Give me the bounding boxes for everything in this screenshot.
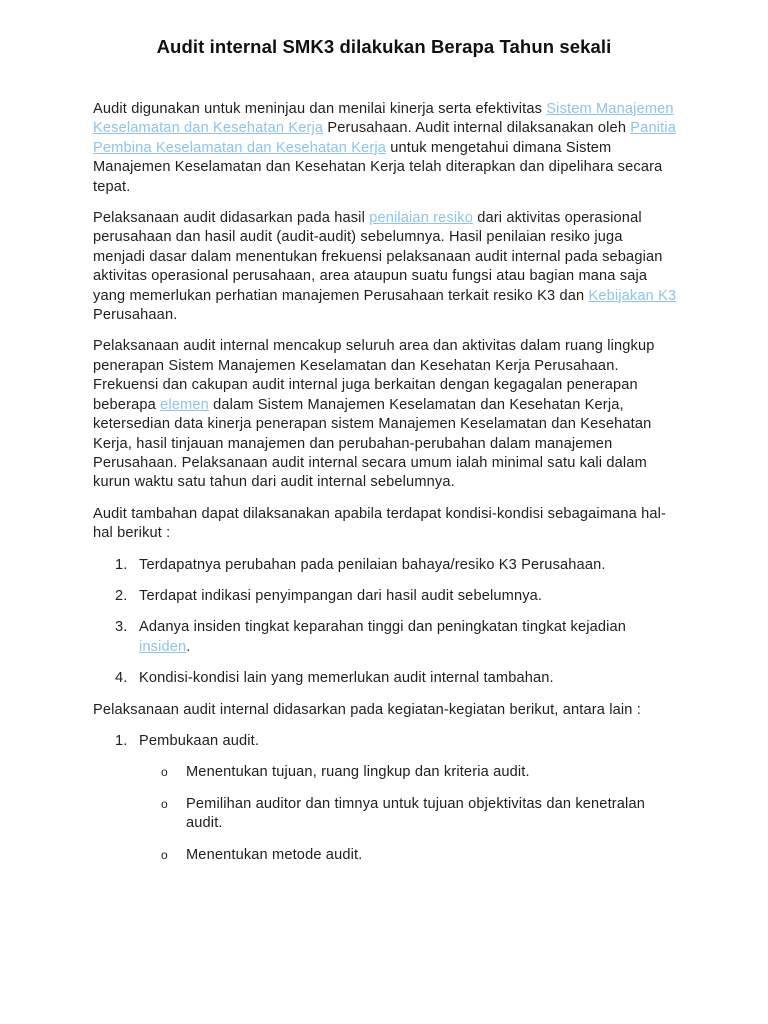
list-item-text: Adanya insiden tingkat keparahan tinggi dan peningkatan tingkat kejadian	[139, 619, 627, 636]
link-p2k3[interactable]: Panitia Pembina Keselamatan dan Kesehatan Kerja	[93, 120, 676, 156]
paragraph-4: Audit tambahan dapat dilaksanakan apabila terdapat kondisi-kondisi sebagaimana hal-hal berikut :	[93, 505, 667, 542]
list-item	[93, 669, 677, 688]
document-body	[93, 100, 677, 877]
sub-list	[139, 763, 677, 865]
paragraph-text: Perusahaan. Audit internal dilaksanakan oleh	[323, 120, 631, 137]
link-penilaian-resiko[interactable]: penilaian resiko	[369, 210, 473, 227]
list-number: 1.	[115, 732, 128, 749]
paragraph-text: dari aktivitas operasional perusahaan dan hasil audit (audit-audit) sebelumnya. Hasil penilaian resiko juga menjadi dasar dalam menentukan frekuensi pelaksanaan audit internal pada sebagian aktivitas operasional perusahaan, area ataupun suatu fungsi atau bagian mana saja yang memerlukan perhatian manajemen Perusahaan terkait resiko K3 dan	[93, 210, 663, 304]
list-item-text: Pembukaan audit.	[139, 732, 260, 749]
list-number: 1.	[115, 556, 128, 573]
bullet-icon: o	[161, 847, 168, 862]
link-smk3[interactable]: Sistem Manajemen Keselamatan dan Kesehatan Kerja	[93, 101, 674, 137]
list-item	[93, 732, 677, 865]
paragraph-text: Perusahaan.	[93, 307, 178, 324]
list-item-text: Terdapatnya perubahan pada penilaian bahaya/resiko K3 Perusahaan.	[139, 556, 606, 573]
sub-list-text: Pemilihan auditor dan timnya untuk tujuan objektivitas dan kenetralan audit.	[186, 795, 645, 832]
list-item-text: Terdapat indikasi penyimpangan dari hasil audit sebelumnya.	[139, 587, 543, 604]
paragraph-3	[93, 337, 677, 492]
paragraph-5: Pelaksanaan audit internal didasarkan pada kegiatan-kegiatan berikut, antara lain :	[93, 701, 641, 718]
paragraph-2	[93, 209, 677, 325]
paragraph-text: untuk mengetahui dimana Sistem Manajemen Keselamatan dan Kesehatan Kerja telah diterapkan dan dipelihara secara tepat.	[93, 139, 663, 195]
sub-list-text: Menentukan metode audit.	[186, 846, 363, 863]
list-item	[93, 587, 677, 606]
list-number: 2.	[115, 587, 128, 604]
list-number: 4.	[115, 670, 128, 687]
list-item-text: .	[186, 638, 191, 655]
paragraph-text: Pelaksanaan audit didasarkan pada hasil	[93, 210, 370, 227]
link-kebijakan-k3[interactable]: Kebijakan K3	[588, 287, 677, 304]
list-item	[93, 556, 677, 575]
list-item	[93, 618, 677, 657]
link-insiden[interactable]: insiden	[139, 638, 187, 655]
paragraph-text: dalam Sistem Manajemen Keselamatan dan Kesehatan Kerja, ketersedian data kinerja penerapan sistem Manajemen Keselamatan dan Kesehatan Kerja, hasil tinjauan manajemen dan perubahan-perubahan dalam manajemen Perusahaan. Pelaksanaan audit internal secara umum ialah minimal satu kali dalam kurun waktu satu tahun dari audit internal sebelumnya.	[93, 396, 652, 491]
conditions-list	[93, 556, 677, 689]
sub-list-item	[139, 846, 677, 865]
activities-list	[93, 732, 677, 865]
list-item-text: Kondisi-kondisi lain yang memerlukan audit internal tambahan.	[139, 670, 554, 687]
bullet-icon: o	[161, 796, 168, 811]
paragraph-1	[93, 100, 677, 197]
list-number: 3.	[115, 619, 128, 636]
sub-list-item	[139, 763, 677, 782]
paragraph-text: Pelaksanaan audit internal mencakup seluruh area dan aktivitas dalam ruang lingkup penerapan Sistem Manajemen Keselamatan dan Kesehatan Kerja Perusahaan. Frekuensi dan cakupan audit internal juga berkaitan dengan kegagalan penerapan beberapa	[93, 338, 655, 413]
sub-list-text: Menentukan tujuan, ruang lingkup dan kriteria audit.	[186, 764, 530, 781]
paragraph-text: Audit digunakan untuk meninjau dan menilai kinerja serta efektivitas	[93, 101, 547, 117]
link-elemen[interactable]: elemen	[160, 396, 209, 413]
sub-list-item	[139, 795, 677, 834]
page-title: Audit internal SMK3 dilakukan Berapa Tahun sekali	[156, 36, 612, 57]
bullet-icon: o	[161, 765, 168, 780]
